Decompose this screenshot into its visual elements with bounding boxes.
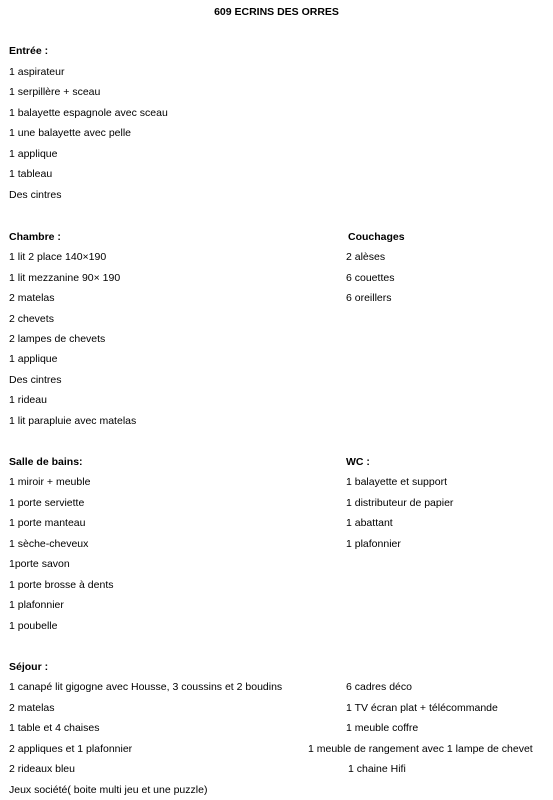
list-item: 2 rideaux bleu	[9, 763, 75, 775]
list-item: 1porte savon	[9, 558, 70, 570]
list-item: 1 miroir + meuble	[9, 476, 91, 488]
list-item: 1 abattant	[346, 517, 393, 529]
section-heading-entree: Entrée :	[9, 45, 49, 57]
list-item: 1 porte manteau	[9, 517, 86, 529]
list-item: 1 lit mezzanine 90× 190	[9, 272, 121, 284]
list-item: 2 matelas	[9, 292, 55, 304]
list-item: 1 poubelle	[9, 620, 58, 632]
list-item: 2 alèses	[346, 251, 386, 263]
section-heading-salle-de-bains: Salle de bains:	[9, 456, 83, 468]
list-item: 6 oreillers	[346, 292, 392, 304]
list-item: 1 applique	[9, 148, 58, 160]
list-item: 1 meuble de rangement avec 1 lampe de chevet	[308, 743, 533, 755]
list-item: Jeux société( boite multi jeu et une puzzle)	[9, 784, 208, 796]
list-item: 1 une balayette avec pelle	[9, 127, 132, 139]
list-item: 1 porte serviette	[9, 497, 85, 509]
list-item: 1 distributeur de papier	[346, 497, 454, 509]
list-item: 1 table et 4 chaises	[9, 722, 100, 734]
list-item: 1 TV écran plat + télécommande	[346, 702, 498, 714]
list-item: 1 chaine Hifi	[348, 763, 406, 775]
list-item: Des cintres	[9, 374, 62, 386]
list-item: 1 lit 2 place 140×190	[9, 251, 107, 263]
page-title: 609 ECRINS DES ORRES	[214, 6, 339, 18]
section-heading-sejour: Séjour :	[9, 661, 49, 673]
section-heading-chambre: Chambre :	[9, 231, 61, 243]
list-item: 1 tableau	[9, 168, 53, 180]
list-item: 1 meuble coffre	[346, 722, 419, 734]
section-heading-couchages: Couchages	[348, 231, 405, 243]
section-heading-wc: WC :	[346, 456, 370, 468]
list-item: 2 appliques et 1 plafonnier	[9, 743, 133, 755]
list-item: 2 matelas	[9, 702, 55, 714]
list-item: 1 plafonnier	[346, 538, 401, 550]
list-item: 1 serpillère + sceau	[9, 86, 101, 98]
list-item: 1 canapé lit gigogne avec Housse, 3 coussins et 2 boudins	[9, 681, 283, 693]
list-item: 1 rideau	[9, 394, 47, 406]
list-item: 1 porte brosse à dents	[9, 579, 114, 591]
list-item: Des cintres	[9, 189, 62, 201]
list-item: 1 sèche-cheveux	[9, 538, 89, 550]
list-item: 1 balayette espagnole avec sceau	[9, 107, 168, 119]
list-item: 2 chevets	[9, 313, 54, 325]
list-item: 2 lampes de chevets	[9, 333, 106, 345]
list-item: 6 couettes	[346, 272, 395, 284]
list-item: 1 aspirateur	[9, 66, 65, 78]
list-item: 6 cadres déco	[346, 681, 412, 693]
list-item: 1 lit parapluie avec matelas	[9, 415, 137, 427]
list-item: 1 balayette et support	[346, 476, 447, 488]
list-item: 1 applique	[9, 353, 58, 365]
list-item: 1 plafonnier	[9, 599, 64, 611]
